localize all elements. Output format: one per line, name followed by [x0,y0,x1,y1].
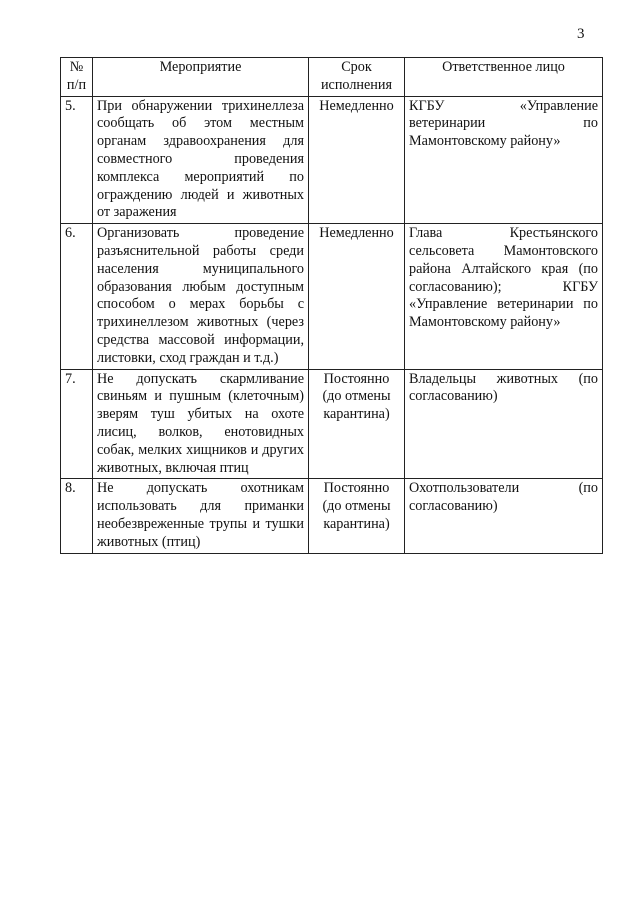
row-activity: Не допускать охотникам использовать для приманки необезвреженные трупы и тушки животных (птиц) [93,479,309,553]
table-row [61,369,603,479]
table-header-row [61,58,603,97]
row-responsible: Охотпользователи (по согласованию) [405,479,603,553]
header-number: № п/п [61,58,93,97]
row-term: Немедленно [309,96,405,224]
row-term: Постоянно (до отмены карантина) [309,479,405,553]
row-term: Немедленно [309,224,405,369]
row-number: 6. [61,224,93,369]
table-row [61,96,603,224]
table-row [61,224,603,369]
row-term: Постоянно (до отмены карантина) [309,369,405,479]
header-responsible: Ответственное лицо [405,58,603,97]
row-responsible: Владельцы животных (по согласованию) [405,369,603,479]
measures-table [60,57,603,554]
row-responsible: Глава Крестьянского сельсовета Мамонтовского района Алтайского края (по согласованию); КГБУ «Управление ветеринарии по Мамонтовскому району» [405,224,603,369]
row-number: 7. [61,369,93,479]
row-activity: При обнаружении трихинеллеза сообщать об этом местным органам здравоохранения для совместного проведения комплекса мероприятий по ограждению людей и животных от заражения [93,96,309,224]
row-number: 5. [61,96,93,224]
header-term: Срок исполнения [309,58,405,97]
row-responsible: КГБУ «Управление ветеринарии по Мамонтовскому району» [405,96,603,224]
row-activity: Организовать проведение разъяснительной работы среди населения муниципального образования любым доступным способом о мерах борьбы с трихинеллезом животных (через средства массовой информации, листовки, сход граждан и т.д.) [93,224,309,369]
page-number: 3 [577,26,585,42]
row-number: 8. [61,479,93,553]
table-row [61,479,603,553]
row-activity: Не допускать скармливание свиньям и пушным (клеточным) зверям туш убитых на охоте лисиц, волков, енотовидных собак, мелких хищников и других животных, включая птиц [93,369,309,479]
header-activity: Мероприятие [93,58,309,97]
